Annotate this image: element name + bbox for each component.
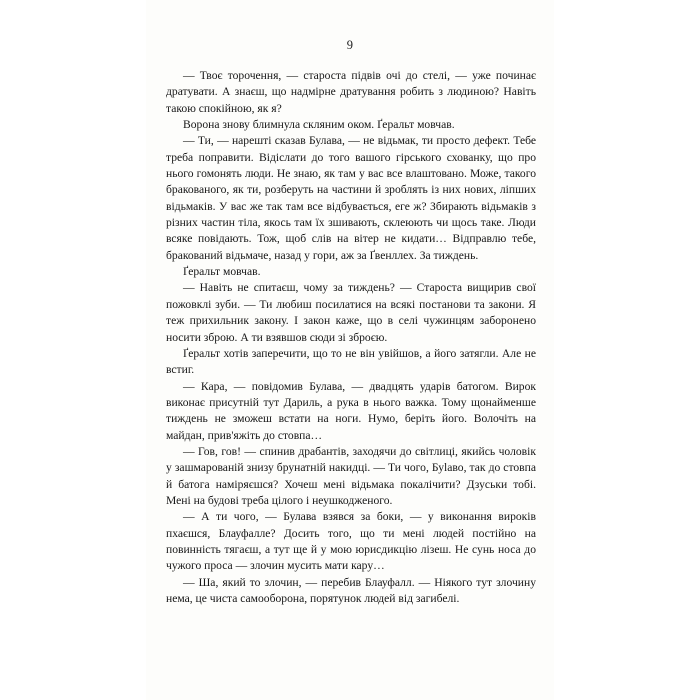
paragraph: — Гов, гов! — спинив драбантів, заходячи до світлиці, якийсь чоловік у зашмарованій знизу брунатній накидці. — Ти чого, Буlaво, так до стовпа й батога наміряєшся? Хочеш мені відьмака покалічити? Дзуськи тобі. Мені на будові треба цілого і неушкодженого. [166, 444, 536, 507]
paragraph: Ґеральт мовчав. [183, 265, 261, 279]
paragraph: — Навіть не спитаєш, чому за тиждень? — Староста вищирив свої пожовклі зуби. — Ти любиш посилатися на всякі постанови та закони. Я теж прихильник закону. І закон каже, що в селі чужинцям заборонено носити зброю. А ти взявшов сюди зі зброєю. [166, 281, 536, 344]
page-number: 9 [346, 38, 354, 52]
paragraph: — Твоє торочення, — староста підвів очі до стелі, — уже починає дратувати. А знаєш, що надмірне дратування робить з людиною? Навіть такою спокійною, як я? [166, 69, 536, 115]
paragraph: — А ти чого, — Булава взявся за боки, — у виконання вироків пхаєшся, Блауфалле? Досить того, що ти мені людей постійно на повинність тягаєш, а тут ще й у мою юрисдикцію лізеш. Не сунь носа до чужого проса — злочин мусить мати кару… [166, 510, 536, 573]
scanned-page-area [146, 0, 554, 700]
paragraph: Ґеральт хотів заперечити, що то не він увійшов, а його затягли. Але не встиг. [166, 346, 536, 377]
paragraph: — Ти, — нарешті сказав Булава, — не відьмак, ти просто дефект. Тебе треба поправити. Відіслати до того вашого гірського схованку, що про нього гомонять люди. Не знаю, як там у вас все влаштовано. Може, такого бракованого, як ти, розберуть на частини й зроблять із них нових, ліпших відьмаків. У вас же так там все відбувається, еге ж? Збирають відьмаків з різних частин тіла, якось там їх зшивають, склеюють чи щось таке. Люди всяке повідають. Тож, щоб слів на вітер не кидати… Відправлю тебе, бракований відьмаче, назад у гори, аж за Ґвенллех. За тиждень. [166, 134, 536, 262]
paragraph: — Кара, — повідомив Булава, — двадцять ударів батогом. Вирок виконає присутній тут Дариль, а рука в нього важка. Тому щонайменше тиждень не зможеш встати на ноги. Нумо, беріть його. Волочіть на майдан, прив'яжіть до стовпа… [166, 379, 536, 442]
body-text [166, 68, 536, 607]
paragraph: Ворона знову блимнула скляним оком. Ґеральт мовчав. [183, 118, 455, 132]
paragraph: — Ша, який то злочин, — перебив Блауфалл. — Ніякого тут злочину нема, це чиста самооборона, порятунок людей від загибелі. [166, 575, 536, 605]
